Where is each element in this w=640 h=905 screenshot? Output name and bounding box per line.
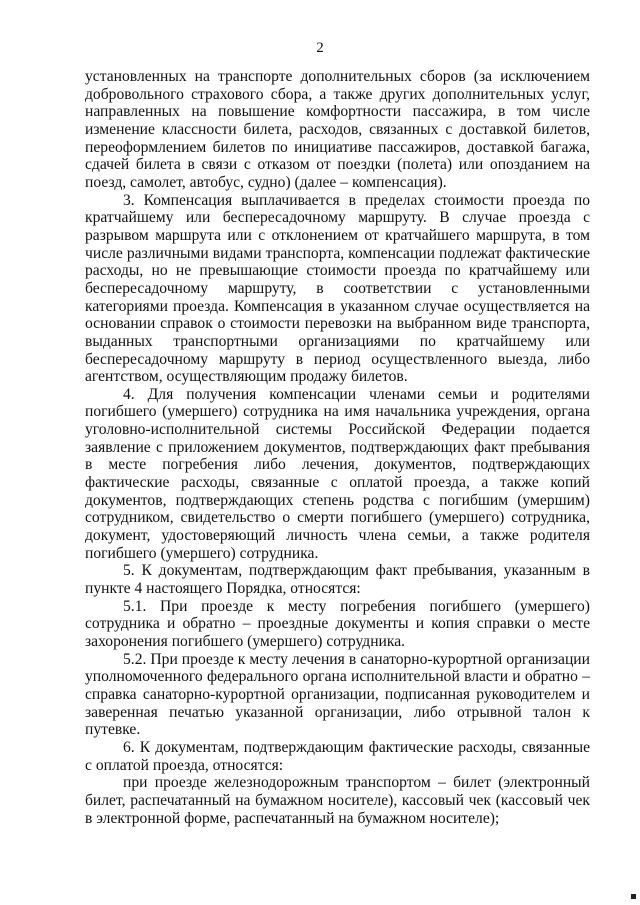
paragraph-6-rail: при проезде железнодорожным транспортом – билет (электронный билет, распечатанный на бумажном носителе), кассовый чек (кассовый чек в электронной форме, распечатанный на бумажном носителе); [85, 774, 590, 827]
scan-corner-mark [631, 894, 636, 899]
paragraph-5-1: 5.1. При проезде к месту погребения погибшего (умершего) сотрудника и обратно – проездные документы и копия справки о месте захоронения погибшего (умершего) сотрудника. [85, 597, 590, 650]
paragraph-continuation: установленных на транспорте дополнительных сборов (за исключением добровольного страхового сбора, а также других дополнительных услуг, направленных на повышение комфортности пассажира, в том числе изменение классности билета, расходов, связанных с доставкой билетов, переоформлением билетов по инициативе пассажиров, доставкой багажа, сдачей билета в связи с отказом от поездки (полета) или опозданием на поезд, самолет, автобус, судно) (далее – компенсация). [85, 68, 590, 191]
document-body [85, 68, 590, 827]
page-number: 2 [316, 40, 324, 56]
paragraph-6: 6. К документам, подтверждающим фактические расходы, связанные с оплатой проезда, относятся: [85, 738, 590, 774]
paragraph-3: 3. Компенсация выплачивается в пределах стоимости проезда по кратчайшему или беспересадочному маршруту. В случае проезда с разрывом маршрута или с отклонением от кратчайшего маршрута, в том числе различными видами транспорта, компенсации подлежат фактические расходы, но не превышающие стоимости проезда по кратчайшему или беспересадочному маршруту, в соответствии с установленными категориями проезда. Компенсация в указанном случае осуществляется на основании справок о стоимости перевозки на выбранном виде транспорта, выданных транспортными организациями по кратчайшему или беспересадочному маршруту в период осуществленного выезда, либо агентством, осуществляющим продажу билетов. [85, 191, 590, 386]
paragraph-5: 5. К документам, подтверждающим факт пребывания, указанным в пункте 4 настоящего Порядка, относятся: [85, 562, 590, 598]
paragraph-5-2: 5.2. При проезде к месту лечения в санаторно-курортной организации уполномоченного федерального органа исполнительной власти и обратно – справка санаторно-курортной организации, подписанная руководителем и заверенная печатью указанной организации, либо отрывной талон к путевке. [85, 650, 590, 739]
paragraph-4: 4. Для получения компенсации членами семьи и родителями погибшего (умершего) сотрудника на имя начальника учреждения, органа уголовно-исполнительной системы Российской Федерации подается заявление с приложением документов, подтверждающих факт пребывания в месте погребения либо лечения, документов, подтверждающих фактические расходы, связанные с оплатой проезда, а также копий документов, подтверждающих степень родства с погибшим (умершим) сотрудником, свидетельство о смерти погибшего (умершего) сотрудника, документ, удостоверяющий личность члена семьи, а также родителя погибшего (умершего) сотрудника. [85, 385, 590, 562]
